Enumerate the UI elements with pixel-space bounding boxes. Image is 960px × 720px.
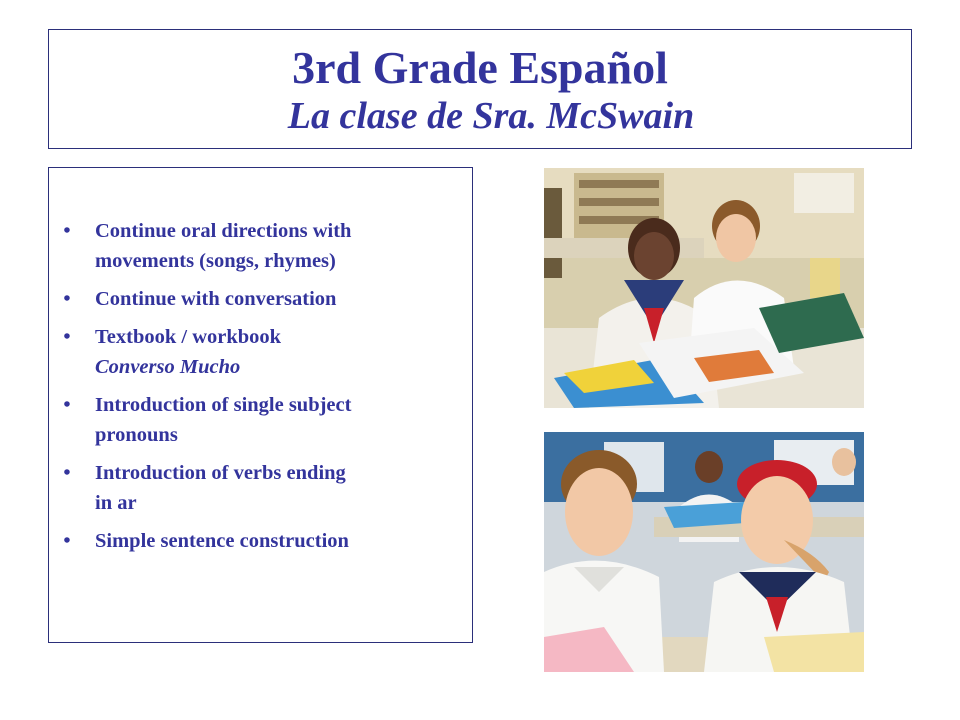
bullet-item	[49, 458, 464, 518]
bullet-dot-icon: •	[63, 530, 71, 552]
bullet-dot-icon: •	[63, 462, 71, 484]
bullet-text: Continue with conversation	[95, 288, 337, 310]
bullet-item	[49, 322, 464, 382]
slide-subtitle: La clase de Sra. McSwain	[287, 95, 695, 137]
bullet-item	[49, 390, 464, 450]
bullet-dot-icon: •	[63, 326, 71, 348]
bullet-text: pronouns	[95, 424, 178, 446]
bullet-text: Textbook / workbook	[95, 326, 282, 348]
bullet-text: Simple sentence construction	[95, 530, 349, 552]
bullets-box	[48, 167, 473, 643]
classroom-photo-1	[544, 168, 864, 408]
photo-2-illustration	[544, 432, 864, 672]
bullet-item	[49, 526, 464, 556]
bullet-text: in ar	[95, 492, 137, 514]
title-box	[48, 29, 912, 149]
bullet-dot-icon: •	[63, 288, 71, 310]
slide-title: 3rd Grade Español	[292, 42, 668, 93]
bullet-item	[49, 216, 464, 276]
bullet-text: Introduction of verbs ending	[95, 462, 346, 484]
bullet-text: Continue oral directions with	[95, 220, 352, 242]
bullet-list	[49, 168, 472, 556]
bullet-book-title: Converso Mucho	[95, 356, 241, 378]
bullet-item	[49, 284, 464, 314]
bullet-dot-icon: •	[63, 220, 71, 242]
classroom-photo-2	[544, 432, 864, 672]
bullet-dot-icon: •	[63, 394, 71, 416]
photo-1-illustration	[544, 168, 864, 408]
bullet-text: Introduction of single subject	[95, 394, 352, 416]
bullet-text: movements (songs, rhymes)	[95, 250, 336, 272]
